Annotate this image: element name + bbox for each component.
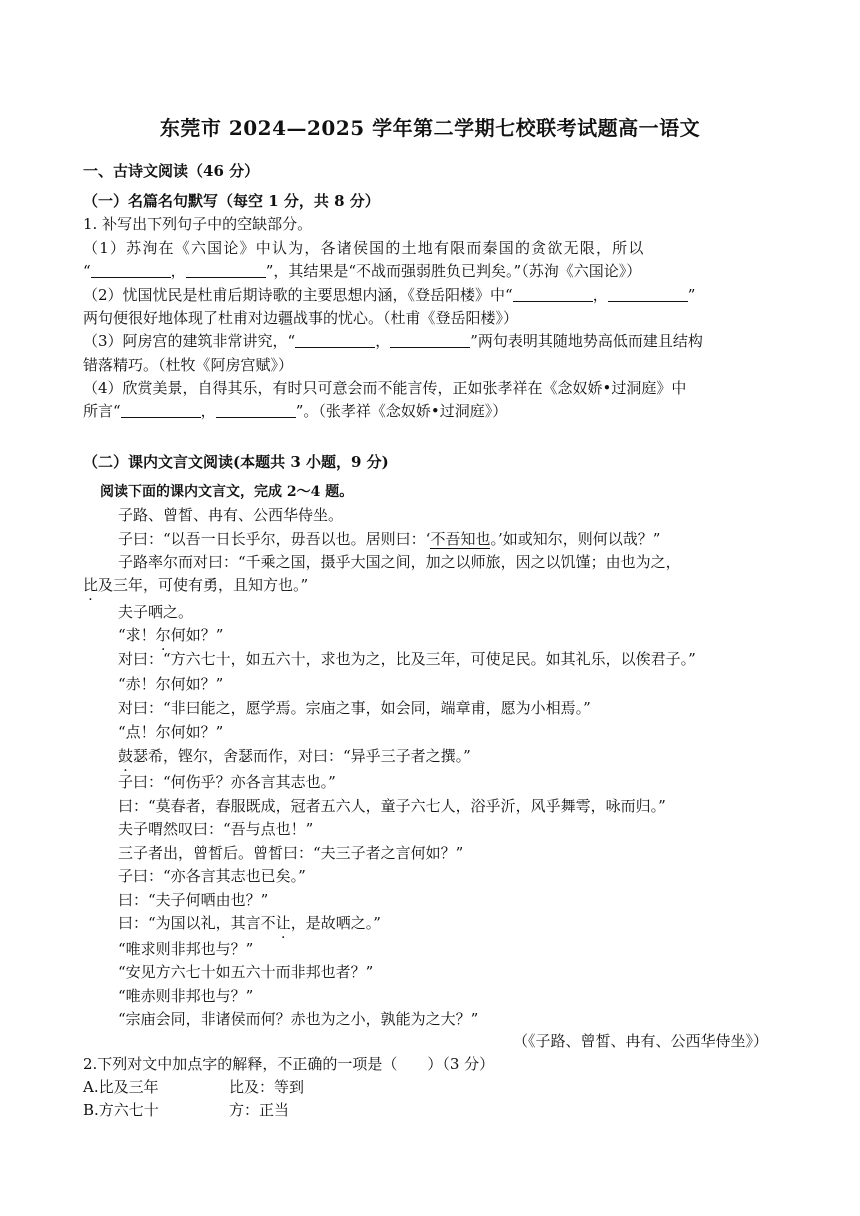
item-4-line-2: 所言“ ， ”。（张孝祥《念奴娇•过洞庭》） bbox=[83, 402, 508, 420]
dotted-char: 尔 bbox=[155, 626, 171, 644]
item-2-line-2: 两句便很好地体现了杜甫对边疆战事的忧心。（杜甫《登岳阳楼》） bbox=[83, 309, 519, 327]
answer-blank[interactable] bbox=[390, 333, 470, 348]
text-line: “宗庙会同，非诸侯而何？赤也为之小，孰能为之大？” bbox=[118, 1010, 479, 1028]
section-heading: 一、古诗文阅读（46 分） bbox=[83, 162, 260, 180]
text-line: 对曰：“方六七十，如五六十，求也为之，比及三年，可使足民。如其礼乐，以俟君子。” bbox=[118, 650, 696, 668]
text-line: “安见方六七十如五六十而非邦也者？” bbox=[118, 963, 374, 981]
answer-blank[interactable] bbox=[513, 287, 593, 302]
option-b-text: B.方六七十 bbox=[83, 1101, 159, 1119]
option-a-text: A.比及三年 bbox=[83, 1078, 159, 1096]
dotted-char: 鼓 bbox=[118, 747, 134, 765]
item-2-line-1: （2）忧国忧民是杜甫后期诗歌的主要思想内涵，《登岳阳楼》中“ ， ” bbox=[83, 286, 696, 304]
item-1-line-2: “ ， ”，其结果是“不战而强弱胜负已判矣。”（苏洵《六国论》） bbox=[83, 262, 642, 280]
option-a-explanation: 比及：等到 bbox=[229, 1078, 305, 1096]
answer-blank[interactable] bbox=[216, 403, 296, 418]
question-2: 2.下列对文中加点字的解释，不正确的一项是（ ）（3 分） bbox=[83, 1055, 495, 1073]
text-line: 曰：“夫子何哂由也？” bbox=[118, 891, 269, 909]
text-line: 比及三年，可使有勇，且知方也。” bbox=[83, 576, 309, 594]
source-citation: （《子路、曾皙、冉有、公西华侍坐》） bbox=[512, 1032, 768, 1050]
text-line: 鼓瑟希，铿尔，舍瑟而作，对曰：“异乎三子者之撰。” bbox=[118, 747, 471, 765]
answer-blank[interactable] bbox=[91, 263, 171, 278]
part1-heading: （一）名篇名句默写（每空 1 分，共 8 分） bbox=[83, 192, 380, 210]
text-line: 曰：“莫春者，春服既成，冠者五六人，童子六七人，浴乎沂，风乎舞雩，咏而归。” bbox=[118, 797, 666, 815]
item-1-line-1: （1）苏洵在《六国论》中认为，各诸侯国的土地有限而秦国的贪欲无限，所以 bbox=[83, 239, 645, 257]
answer-blank[interactable] bbox=[608, 287, 688, 302]
answer-blank[interactable] bbox=[121, 403, 201, 418]
text-line: “赤！尔何如？” bbox=[118, 675, 224, 693]
dotted-char: 比 bbox=[83, 576, 99, 594]
text-line: “唯求则非邦也与？” bbox=[118, 940, 254, 958]
item-4-line-1: （4）欣赏美景，自得其乐，有时只可意会而不能言传，正如张孝祥在《念奴娇•过洞庭》中 bbox=[83, 379, 687, 397]
item-3-line-1: （3）阿房宫的建筑非常讲究，“ ， ”两句表明其随地势高低而建且结构 bbox=[83, 332, 703, 350]
option-b-explanation: 方：正当 bbox=[229, 1101, 290, 1119]
reading-instruction: 阅读下面的课内文言文，完成 2～4 题。 bbox=[100, 484, 354, 500]
text-line: “求！尔何如？” bbox=[118, 626, 224, 644]
text-line: 三子者出，曾皙后。曾皙曰：“夫三子者之言何如？” bbox=[118, 844, 464, 862]
option-a[interactable] bbox=[83, 1076, 304, 1097]
underlined-phrase: 不吾知也 bbox=[430, 530, 491, 548]
text-line: “点！尔何如？” bbox=[118, 723, 224, 741]
text-line: 子曰：“亦各言其志也已矣。” bbox=[118, 867, 306, 885]
question-1: 1. 补写出下列句子中的空缺部分。 bbox=[83, 215, 313, 233]
text-line: 夫子喟然叹曰：“吾与点也！” bbox=[118, 820, 314, 838]
text-line: 子曰：“以吾一日长乎尔，毋吾以也。居则曰：‘不吾知也。’如或知尔，则何以哉？” bbox=[118, 530, 661, 548]
text-line: 曰：“为国以礼，其言不让，是故哂之。” bbox=[118, 914, 381, 932]
text-line: 夫子哂之。 bbox=[118, 603, 194, 621]
text-line: 子路率尔而对曰：“千乘之国，摄乎大国之间，加之以师旅，因之以饥馑；由也为之， bbox=[118, 553, 681, 571]
text-line: “唯赤则非邦也与？” bbox=[118, 987, 254, 1005]
answer-blank[interactable] bbox=[295, 333, 375, 348]
text-line: 子路、曾皙、冉有、公西华侍坐。 bbox=[118, 506, 344, 524]
answer-blank[interactable] bbox=[186, 263, 266, 278]
item-3-line-2: 错落精巧。（杜牧《阿房宫赋》） bbox=[83, 356, 294, 374]
part2-heading: （二）课内文言文阅读(本题共 3 小题，9 分) bbox=[83, 453, 389, 471]
dotted-char: 让 bbox=[275, 914, 291, 932]
exam-title: 东莞市 2024—2025 学年第二学期七校联考试题高一语文 bbox=[159, 116, 701, 140]
text-line: 对曰：“非曰能之，愿学焉。宗庙之事，如会同，端章甫，愿为小相焉。” bbox=[118, 699, 591, 717]
option-b[interactable] bbox=[83, 1099, 289, 1120]
text-line: 子曰：“何伤乎？亦各言其志也。” bbox=[118, 773, 336, 791]
